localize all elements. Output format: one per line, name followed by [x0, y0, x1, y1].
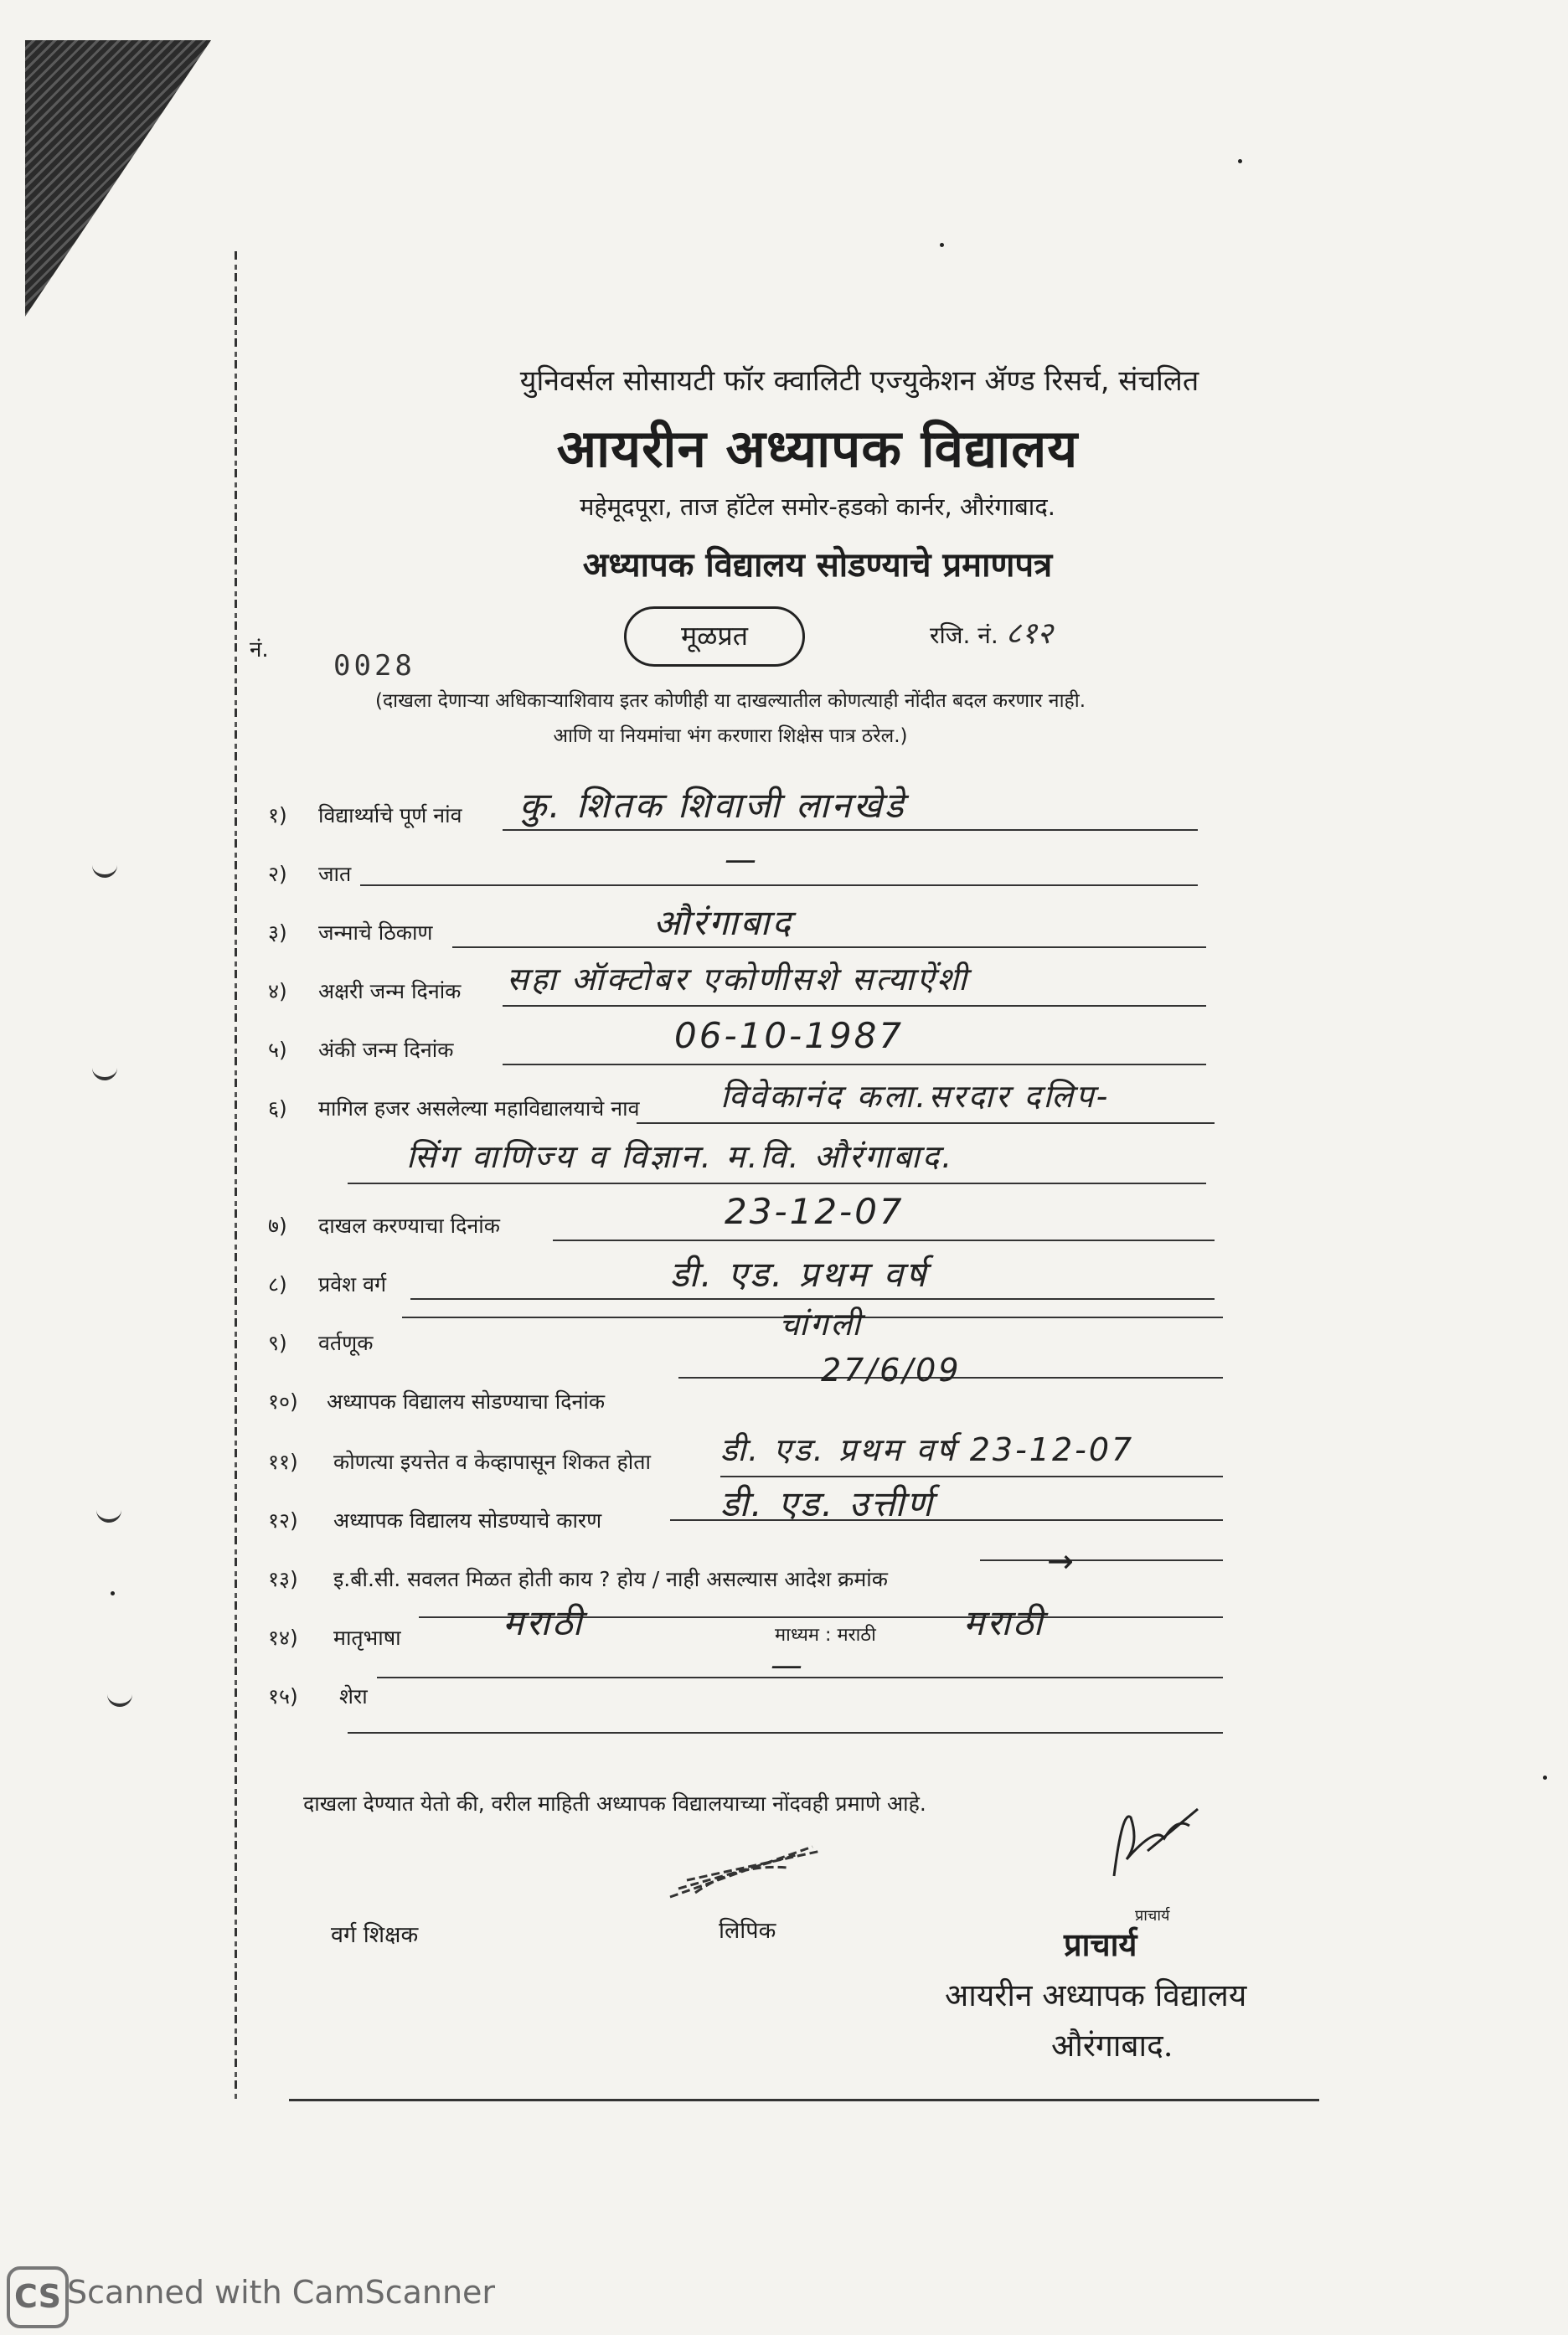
- field-underline: [360, 884, 1198, 886]
- field-label: अक्षरी जन्म दिनांक: [318, 979, 462, 1003]
- field-label: अध्यापक विद्यालय सोडण्याचे कारण: [333, 1508, 602, 1533]
- field-label: जात: [318, 862, 352, 886]
- field-number: १०): [268, 1389, 298, 1414]
- field-underline: [348, 1183, 1206, 1184]
- field-value: डी. एड. प्रथम वर्ष: [670, 1254, 929, 1295]
- field-value: —: [771, 1647, 805, 1683]
- field-label: वर्तणूक: [318, 1331, 374, 1355]
- field-number: १३): [268, 1567, 298, 1591]
- remarks-extra-line: [348, 1732, 1223, 1734]
- field-label: इ.बी.सी. सवलत मिळत होती काय ? होय / नाही असल्यास आदेश क्रमांक: [333, 1567, 888, 1591]
- certificate-title: अध्यापक विद्यालय सोडण्याचे प्रमाणपत्र: [582, 545, 1053, 585]
- scan-speck: [111, 1591, 115, 1595]
- field-underline: [720, 1476, 1223, 1477]
- field-value: सहा ऑक्टोबर एकोणीसशे सत्याऐंशी: [507, 961, 969, 997]
- field-underline: [637, 1122, 1215, 1124]
- serial-number: 0028: [333, 649, 415, 683]
- field-value: →: [1047, 1543, 1076, 1580]
- note-line-1: (दाखला देणाऱ्या अधिकाऱ्याशिवाय इतर कोणीही या दाखल्यातील कोणत्याही नोंदीत बदल करणार नाही.: [374, 690, 1086, 712]
- scan-speck: [940, 243, 944, 247]
- institution-stamp-city: औरंगाबाद.: [1051, 2028, 1173, 2064]
- field-value: औरंगाबाद: [653, 902, 793, 943]
- field-label: अध्यापक विद्यालय सोडण्याचा दिनांक: [327, 1389, 606, 1414]
- warning-note: [295, 683, 1166, 754]
- field-underline: [503, 829, 1198, 831]
- clerk-signature-scribble: [662, 1838, 829, 1905]
- registration-number: [930, 611, 1053, 652]
- field-number: १२): [268, 1508, 298, 1533]
- medium-value: मराठी: [963, 1602, 1045, 1643]
- field-number: ११): [268, 1450, 298, 1474]
- bottom-border-line: [289, 2099, 1319, 2101]
- field-underline: [410, 1298, 1215, 1300]
- original-copy-badge: मूळप्रत: [624, 606, 805, 667]
- field-number: ४): [268, 979, 287, 1003]
- reg-label: रजि. नं.: [930, 621, 998, 649]
- reg-value: ८१२: [1005, 616, 1053, 651]
- institution-stamp-name: आयरीन अध्यापक विद्यालय: [945, 1977, 1247, 2013]
- left-border-line: [235, 251, 237, 2102]
- field-value: 27/6/09: [821, 1352, 962, 1389]
- scan-speck: [1238, 159, 1242, 163]
- note-line-2: आणि या नियमांचा भंग करणारा शिक्षेस पात्र ठरेल.): [553, 725, 908, 747]
- camscanner-logo-icon: CS: [7, 2266, 69, 2328]
- field-value: विवेकानंद कला.सरदार दलिप-: [720, 1078, 1111, 1115]
- field-number: १४): [268, 1626, 298, 1650]
- field-value: डी. एड. उत्तीर्ण: [720, 1483, 935, 1524]
- principal-label: प्राचार्य: [1064, 1925, 1137, 1963]
- clerk-label: लिपिक: [719, 1918, 776, 1944]
- field-label: दाखल करण्याचा दिनांक: [318, 1214, 500, 1238]
- field-underline: [452, 946, 1206, 948]
- number-label: नं.: [250, 637, 269, 662]
- field-underline: [503, 1005, 1206, 1007]
- scan-folded-corner: [25, 40, 211, 317]
- field-label: अंकी जन्म दिनांक: [318, 1038, 454, 1062]
- field-number: १): [268, 803, 287, 827]
- field-number: ३): [268, 920, 287, 945]
- class-teacher-label: वर्ग शिक्षक: [331, 1922, 419, 1948]
- field-number: ७): [268, 1214, 287, 1238]
- camscanner-watermark: Scanned with CamScanner: [67, 2274, 496, 2311]
- field-value: चांगली: [779, 1306, 863, 1343]
- field-underline: [553, 1240, 1215, 1241]
- field-label: जन्माचे ठिकाण: [318, 920, 433, 945]
- field-number: ५): [268, 1038, 287, 1062]
- field-value: मराठी: [503, 1602, 585, 1643]
- field-label: विद्यार्थ्याचे पूर्ण नांव: [318, 803, 462, 827]
- school-name: आयरीन अध्यापक विद्यालय: [556, 418, 1079, 479]
- field-value: —: [725, 841, 759, 878]
- school-address: महेमूदपूरा, ताज हॉटेल समोर-हडको कार्नर, औरंगाबाद.: [580, 492, 1055, 521]
- field-value: डी. एड. प्रथम वर्ष 23-12-07: [720, 1431, 1135, 1468]
- field-value: 06-10-1987: [674, 1015, 905, 1056]
- field-underline: [980, 1559, 1223, 1561]
- principal-small-label: प्राचार्य: [1135, 1907, 1170, 1925]
- field-value: 23-12-07: [725, 1191, 905, 1232]
- field-label: शेरा: [339, 1684, 368, 1709]
- declaration-text: दाखला देण्यात येतो की, वरील माहिती अध्यापक विद्यालयाच्या नोंदवही प्रमाणे आहे.: [303, 1791, 926, 1816]
- field-number: २): [268, 862, 287, 886]
- field-number: ९): [268, 1331, 287, 1355]
- principal-signature: [1097, 1792, 1206, 1884]
- field-value: कु. शितक शिवाजी लानखेडे: [519, 785, 906, 826]
- medium-label: माध्यम : मराठी: [775, 1625, 876, 1646]
- field-number: १५): [268, 1684, 298, 1709]
- field-number: ६): [268, 1096, 287, 1121]
- field-label: कोणत्या इयत्तेत व केव्हापासून शिकत होता: [333, 1450, 651, 1474]
- field-label: प्रवेश वर्ग: [318, 1272, 387, 1296]
- society-name: युनिवर्सल सोसायटी फॉर क्वालिटी एज्युकेशन ॲण्ड रिसर्च, संचलित: [519, 364, 1199, 398]
- field-label: मागिल हजर असलेल्या महाविद्यालयाचे नाव: [318, 1096, 640, 1121]
- scan-speck: [1543, 1776, 1547, 1780]
- field-label: मातृभाषा: [333, 1626, 401, 1650]
- field-value-cont: सिंग वाणिज्य व विज्ञान. म.वि. औरंगाबाद.: [406, 1138, 955, 1175]
- field-number: ८): [268, 1272, 287, 1296]
- field-underline: [503, 1064, 1206, 1065]
